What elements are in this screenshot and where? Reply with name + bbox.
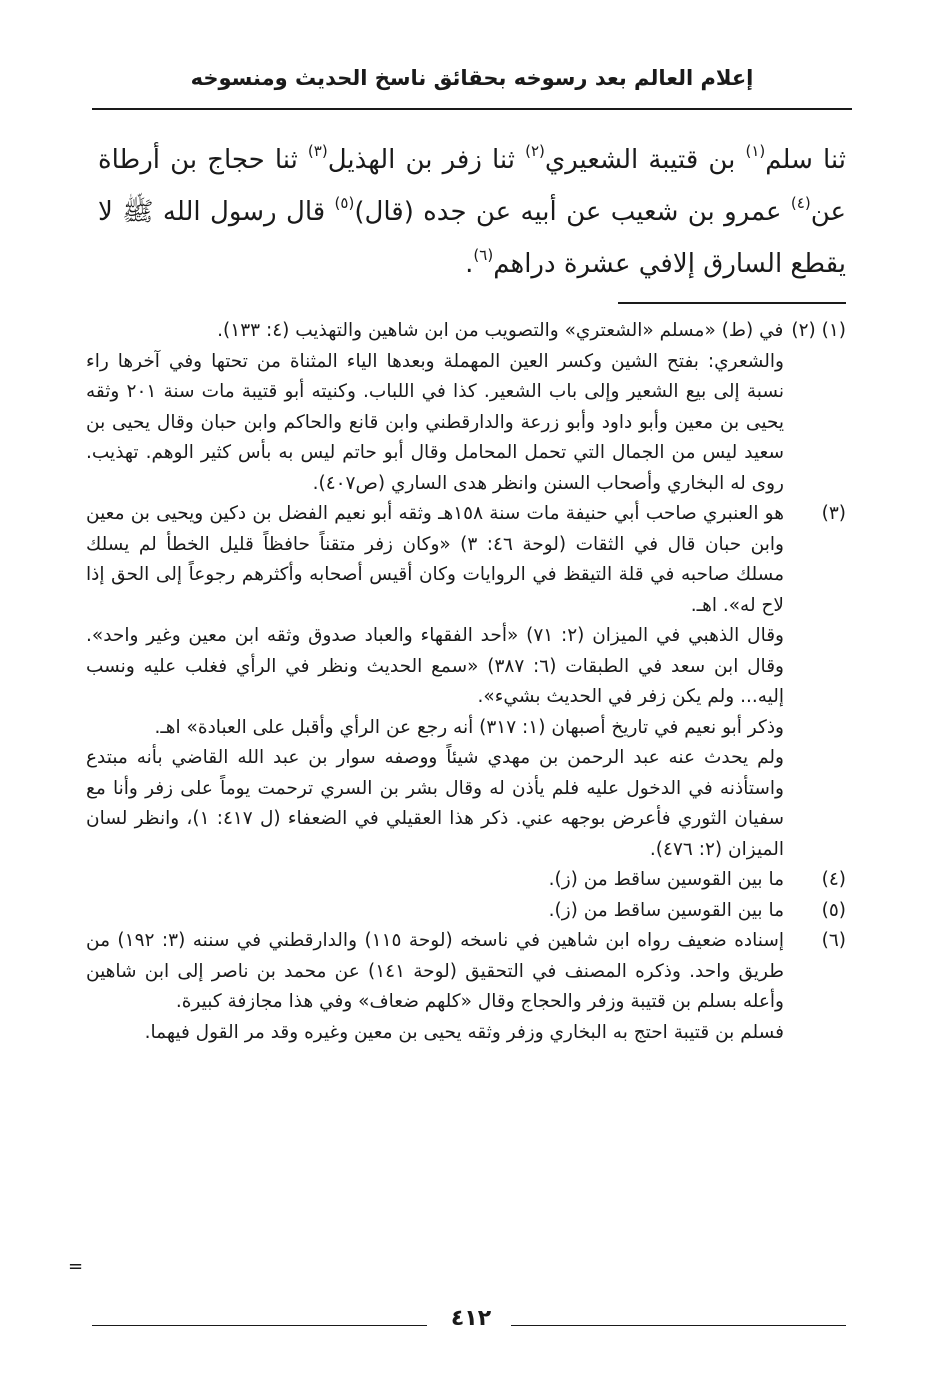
hadith-paragraph [98, 134, 846, 290]
footnote-number: (٣) [821, 503, 846, 524]
main-text [98, 134, 846, 290]
footnote-body [86, 926, 784, 1048]
footnote-number: (٦) [821, 930, 846, 951]
footnote-4 [86, 865, 846, 896]
footnote-ref[interactable]: (٢) [525, 142, 545, 160]
text-segment: ثنا زفر بن الهذيل [327, 145, 526, 175]
footnote-ref[interactable]: (١) [745, 142, 766, 160]
footnote-paragraph: ما بين القوسين ساقط من (ز). [548, 899, 784, 921]
footnote-body [86, 347, 784, 500]
footnote-1-2 [86, 316, 846, 347]
footnote-paragraph: وقال الذهبي في الميزان (٢: ٧١) «أحد الفقهاء والعباد صدوق وثقه ابن معين وغير واحد». وقال ابن سعد في الطبقات (٦: ٣٨٧) «سمع الحديث ونظر في الرأي فغلب عليه ونسب إليه... ولم يكن زفر في الحديث بشيء». [86, 625, 784, 707]
footnote-3 [86, 499, 846, 865]
footnote-separator [618, 302, 846, 304]
continuation-mark: = [68, 1256, 84, 1277]
footnote-body [86, 499, 784, 865]
footnote-paragraph: إسناده ضعيف رواه ابن شاهين في ناسخه (لوحة ١١٥) والدارقطني في سننه (٣: ١٩٢) من طريق واحد. وذكره المصنف في التحقيق (لوحة ١٤١) عن محمد بن ناصر إلى ابن شاهين وأعله بسلم بن قتيبة وزفر والحجاج وقال «كلهم ضعاف» وفي هذا مجازفة كبيرة. [86, 930, 784, 1012]
footnote-1-2-cont [86, 347, 846, 500]
text-segment: بن قتيبة الشعيري [544, 145, 746, 175]
footnote-paragraph: في (ط) «مسلم «الشعتري» والتصويب من ابن شاهين والتهذيب (٤: ١٣٣). [217, 320, 784, 341]
text-segment: قال رسول الله ﷺ لا يقطع السارق إلافي عشرة دراهم [98, 197, 846, 279]
footnote-paragraph: والشعري: بفتح الشين وكسر العين المهملة وبعدها الياء المثناة من تحتها وفي آخرها راء نسبة إلى بيع الشعير وإلى باب الشعير. كذا في اللباب. وكنيته أبو قتيبة مات سنة ٢٠١ وثقه يحيى بن معين وأبو داود وأبو زرعة والدارقطني وابن قانع والحاكم وابن حبان وقال يحيى بن سعيد ليس من الجمال التي تحمل المحامل وقال أبو حاتم ليس به بأس كثير الوهم. تهذيب. روى له البخاري وأصحاب السنن وانظر هدى الساري (ص٤٠٧). [86, 350, 784, 494]
running-header: إعلام العالم بعد رسوخه بحقائق ناسخ الحديث ومنسوخه [190, 66, 754, 90]
footnote-body [86, 896, 784, 927]
footnote-paragraph: هو العنبري صاحب أبي حنيفة مات سنة ١٥٨هـ وثقه أبو نعيم الفضل بن دكين ويحيى بن معين وابن حبان قال في الثقات (لوحة ٤٦: ٣) «وكان زفر متقناً حافظاً قليل الخطأ لم يسلك مسلك صاحبه في قلة التيقظ في الروايات وكان أقيس أصحابه وأكثرهم رجوعاً إلى الحق إذا لاح له». اهـ. [86, 503, 784, 616]
page-number: ٤١٢ [450, 1306, 492, 1331]
footnote-paragraph: ما بين القوسين ساقط من (ز). [548, 869, 784, 890]
footnote-paragraph: فسلم بن قتيبة احتج به البخاري وزفر وثقه يحيى بن معين وغيره وقد مر القول فيهما. [144, 1021, 784, 1043]
footnote-ref[interactable]: (٤) [790, 194, 811, 212]
footnote-number: (٤) [821, 869, 846, 890]
footnote-6 [86, 926, 846, 1048]
footnote-number: (١) (٢) [791, 320, 846, 341]
text-segment: ثنا حجاج بن أرطاة عن [98, 145, 847, 227]
footnote-body [86, 316, 783, 347]
footer-rule-right [511, 1325, 846, 1326]
footnote-ref[interactable]: (٦) [473, 246, 494, 264]
footnote-5 [86, 896, 846, 927]
footnote-ref[interactable]: (٥) [334, 194, 355, 212]
footnote-paragraph: ولم يحدث عنه عبد الرحمن بن مهدي شيئاً ووصفه سوار بن عبد الله القاضي بأنه مبتدع واستأذنه في الدخول عليه فلم يأذن له وقال بشر بن السري ترحمت يوماً على زفر وأنا مع سفيان الثوري فأعرض بوجهه عني. ذكر هذا العقيلي في الضعفاء (ل ٤١٧: ١)، وانظر لسان الميزان (٢: ٤٧٦). [86, 747, 784, 860]
footnote-number: (٥) [821, 899, 846, 921]
text-segment: ثنا سلم [765, 145, 847, 175]
footnote-ref[interactable]: (٣) [307, 142, 328, 160]
footer-rule-left [92, 1325, 427, 1326]
text-segment: عمرو بن شعيب عن أبيه عن جده (قال) [354, 197, 791, 227]
text-segment: . [465, 249, 474, 279]
header-rule [92, 108, 852, 110]
footnote-paragraph: وذكر أبو نعيم في تاريخ أصبهان (١: ٣١٧) أنه رجع عن الرأي وأقبل على العبادة» اهـ. [154, 716, 784, 738]
footnote-body [86, 865, 784, 896]
footnotes [86, 316, 846, 1048]
